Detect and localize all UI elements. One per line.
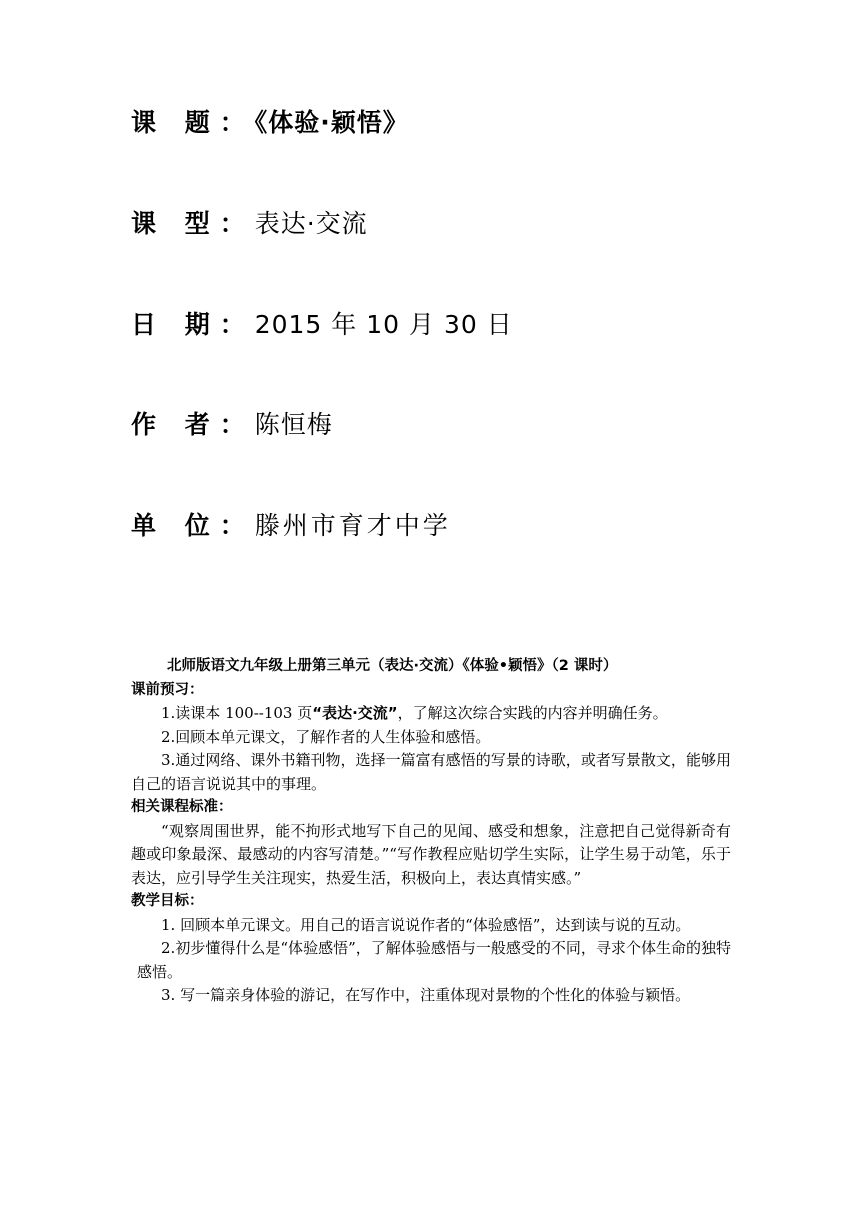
document-title: 北师版语文九年级上册第三单元（表达·交流）《体验•颖悟》（2 课时） <box>167 658 618 674</box>
goal-item-2-text: 2.初步懂得什么是“体验感悟”，了解体验感悟与一般感受的不同，寻求个体生命的独特感悟。 <box>137 939 731 981</box>
cover-date-line <box>131 310 513 340</box>
unit-label: 单 位： <box>131 511 255 540</box>
goal-item-1 <box>131 914 731 938</box>
lesson-plan-body <box>131 655 731 1008</box>
cover-topic-line <box>131 108 409 138</box>
cover-author-line <box>131 410 333 440</box>
preview-item-3: 3.通过网络、课外书籍刊物，选择一篇富有感悟的写景的诗歌，或者写景散文，能够用自己的语言说说其中的事理。 <box>131 751 731 793</box>
topic-value: 《体验·颖悟》 <box>254 108 409 137</box>
date-label: 日 期： <box>131 310 255 339</box>
unit-value: 滕州市育才中学 <box>254 511 451 540</box>
author-label: 作 者： <box>131 410 255 439</box>
type-value: 表达·交流 <box>254 209 368 238</box>
type-label: 课 型： <box>131 209 255 238</box>
preview-heading: 课前预习： <box>131 681 204 698</box>
preview-item-1 <box>131 702 731 726</box>
goal-item-3-text: 3. 写一篇亲身体验的游记，在写作中，注重体现对景物的个性化的体验与颖悟。 <box>161 986 691 1004</box>
goal-item-2 <box>131 937 731 984</box>
standard-heading: 相关课程标准： <box>131 799 233 815</box>
preview-item-2: 2.回顾本单元课文，了解作者的人生体验和感悟。 <box>161 727 491 746</box>
cover-unit-line <box>131 511 451 541</box>
goals-heading: 教学目标： <box>131 893 204 909</box>
author-value: 陈恒梅 <box>254 410 333 439</box>
goal-item-3 <box>131 984 731 1008</box>
cover-type-line <box>131 209 368 239</box>
goal-item-1-text: 1. 回顾本单元课文。用自己的语言说说作者的“体验感悟”，达到读与说的互动。 <box>161 915 691 934</box>
standard-text: “观察周围世界，能不拘形式地写下自己的见闻、感受和想象，注意把自己觉得新奇有趣或印象最深、最感动的内容写清楚。”“写作教程应贴切学生实际，让学生易于动笔，乐于表达，应引导学生关注现实，热爱生活，积极向上，表达真情实感。” <box>131 821 731 887</box>
preview-item-1-pre: 1.读课本 100--103 页 <box>161 704 313 722</box>
preview-item-1-emphasis: “表达·交流” <box>312 704 398 722</box>
date-value: 2015 年 10 月 30 日 <box>254 310 513 339</box>
preview-item-1-post: ，了解这次综合实践的内容并明确任务。 <box>397 704 668 722</box>
topic-label: 课 题： <box>131 108 255 137</box>
